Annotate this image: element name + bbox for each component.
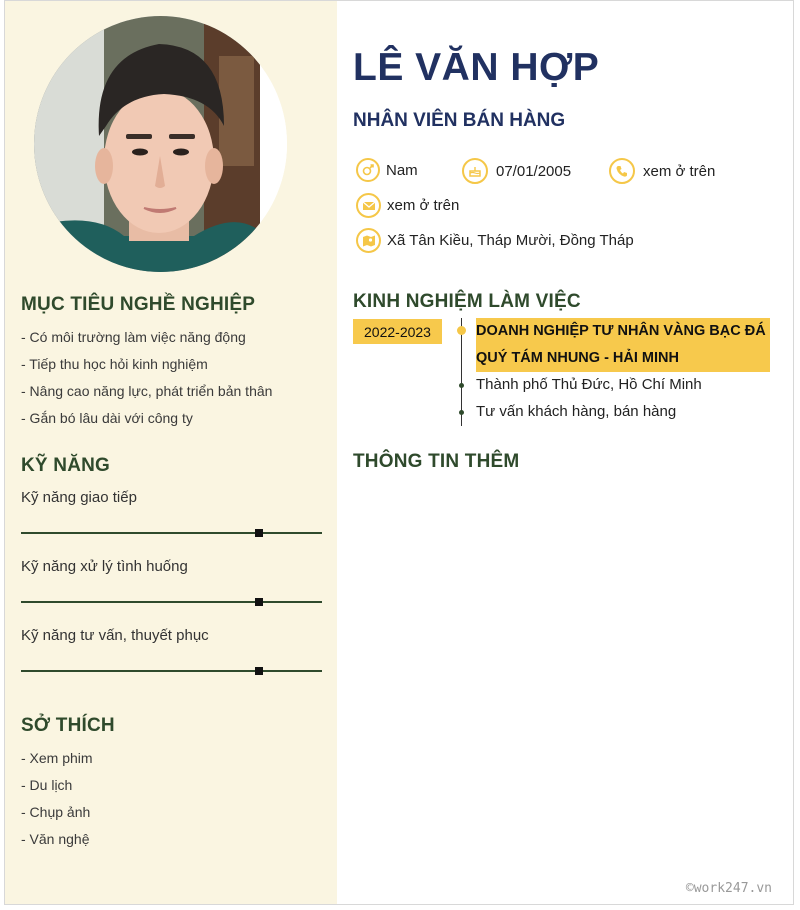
hobby-item: - Văn nghệ <box>21 831 90 847</box>
company-line-2: QUÝ TÁM NHUNG - HẢI MINH <box>476 350 679 366</box>
skill-label: Kỹ năng xử lý tình huống <box>21 558 188 575</box>
skill-level-marker <box>255 667 263 675</box>
hobby-item: - Du lịch <box>21 777 73 793</box>
birthday-info <box>462 158 571 184</box>
address-info <box>356 228 634 253</box>
email-info <box>356 193 459 218</box>
email-text: xem ở trên <box>387 197 460 214</box>
objective-item: - Gắn bó lâu dài với công ty <box>21 410 193 426</box>
company-line-1: DOANH NGHIỆP TƯ NHÂN VÀNG BẠC ĐÁ <box>476 323 766 339</box>
hobbies-title: SỞ THÍCH <box>21 715 115 736</box>
skill-bar <box>21 670 322 672</box>
skill-level-marker <box>255 598 263 606</box>
skills-title: KỸ NĂNG <box>21 455 111 476</box>
objective-title: MỤC TIÊU NGHỀ NGHIỆP <box>21 294 256 315</box>
phone-text: xem ở trên <box>643 162 716 180</box>
address-text: Xã Tân Kiều, Tháp Mười, Đồng Tháp <box>387 232 634 249</box>
experience-period: 2022-2023 <box>353 319 442 344</box>
timeline-dot <box>457 326 466 335</box>
job-title: NHÂN VIÊN BÁN HÀNG <box>353 110 566 131</box>
skill-bar <box>21 532 322 534</box>
watermark: ©work247.vn <box>685 881 772 896</box>
skill-level-marker <box>255 529 263 537</box>
gender-icon <box>356 158 380 182</box>
mail-icon <box>356 193 381 218</box>
skill-label: Kỹ năng giao tiếp <box>21 489 137 506</box>
avatar <box>34 16 287 272</box>
objective-item: - Nâng cao năng lực, phát triển bản thân <box>21 383 273 399</box>
skill-bar <box>21 601 322 603</box>
candidate-name: LÊ VĂN HỢP <box>353 46 600 89</box>
birthday-cake-icon <box>462 158 488 184</box>
phone-info <box>609 158 715 184</box>
experience-title: KINH NGHIỆM LÀM VIỆC <box>353 291 581 312</box>
objective-item: - Có môi trường làm việc năng động <box>21 329 246 345</box>
experience-company <box>476 318 770 372</box>
hobby-item: - Chụp ảnh <box>21 804 91 820</box>
skill-label: Kỹ năng tư vấn, thuyết phục <box>21 627 209 644</box>
objective-item: - Tiếp thu học hỏi kinh nghiệm <box>21 356 208 372</box>
gender-text: Nam <box>386 161 418 179</box>
timeline-dot <box>459 383 464 388</box>
extra-info-title: THÔNG TIN THÊM <box>353 451 520 472</box>
gender-info <box>356 158 418 182</box>
phone-icon <box>609 158 635 184</box>
map-icon <box>356 228 381 253</box>
birthday-text: 07/01/2005 <box>496 162 572 180</box>
experience-location: Thành phố Thủ Đức, Hồ Chí Minh <box>476 376 702 393</box>
timeline-dot <box>459 410 464 415</box>
hobby-item: - Xem phim <box>21 750 93 766</box>
experience-role: Tư vấn khách hàng, bán hàng <box>476 403 677 420</box>
